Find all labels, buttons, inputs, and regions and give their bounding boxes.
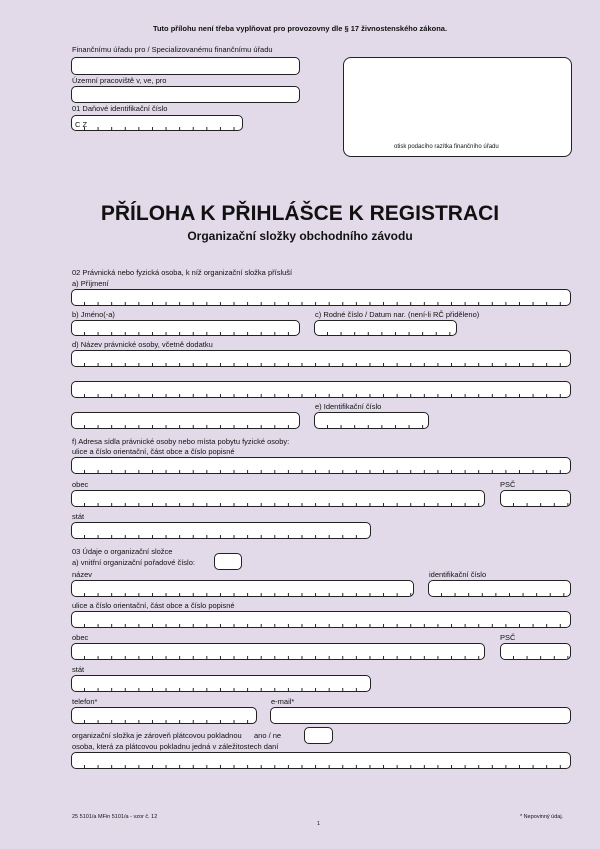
page-number: 1 bbox=[317, 821, 321, 827]
ulice-os-field[interactable] bbox=[71, 611, 571, 628]
section03-heading: 03 Údaje o organizační složce bbox=[72, 547, 173, 556]
prijmeni-label: a) Příjmení bbox=[72, 279, 109, 288]
dic-label: 01 Daňové identifikační číslo bbox=[72, 104, 168, 113]
obec-os-label: obec bbox=[72, 633, 89, 642]
dic-field[interactable] bbox=[71, 115, 243, 131]
obec-field[interactable] bbox=[71, 490, 485, 507]
ic-label: e) Identifikační číslo bbox=[315, 402, 382, 411]
jmeno-label: b) Jméno(-a) bbox=[72, 310, 115, 319]
jmeno-field[interactable] bbox=[71, 320, 300, 336]
stat-field[interactable] bbox=[71, 522, 371, 539]
poradove-label: a) vnitřní organizační pořadové číslo: bbox=[72, 558, 195, 567]
psc-field[interactable] bbox=[500, 490, 571, 507]
adresa-label-2: ulice a číslo orientační, část obce a číslo popisné bbox=[72, 447, 235, 456]
platce-osoba-field[interactable] bbox=[71, 752, 571, 769]
ic-os-field[interactable] bbox=[428, 580, 571, 597]
page-subtitle: Organizační složky obchodního závodu bbox=[187, 229, 413, 243]
stat-os-label: stát bbox=[72, 665, 85, 674]
uzemni-pracoviste-label: Územní pracoviště v, ve, pro bbox=[72, 76, 167, 85]
obec-os-field[interactable] bbox=[71, 643, 485, 660]
ic-os-label: identifikační číslo bbox=[429, 570, 487, 579]
financni-urad-label: Finančnímu úřadu pro / Specializovanému finančnímu úřadu bbox=[72, 45, 273, 54]
nazev-field-3[interactable] bbox=[71, 412, 300, 429]
ano-ne-label: ano / ne bbox=[254, 731, 282, 740]
form-code: 25 5101/a MFin 5101/a - vzor č. 12 bbox=[72, 814, 158, 820]
platce-label-2: osoba, která za plátcovou pokladnu jedná v záležitostech daní bbox=[72, 742, 279, 751]
dic-prefix: C Z bbox=[75, 120, 88, 129]
stat-label: stát bbox=[72, 512, 85, 521]
nazev-os-label: název bbox=[72, 570, 93, 579]
ano-ne-field[interactable] bbox=[304, 727, 333, 744]
adresa-field[interactable] bbox=[71, 457, 571, 474]
section02-heading: 02 Právnická nebo fyzická osoba, k níž organizační složka přísluší bbox=[72, 268, 293, 277]
psc-label: PSČ bbox=[500, 480, 516, 489]
rodne-cislo-label: c) Rodné číslo / Datum nar. (není-li RČ přiděleno) bbox=[315, 310, 480, 319]
stamp-box bbox=[343, 57, 572, 157]
rodne-cislo-field[interactable] bbox=[314, 320, 457, 336]
uzemni-pracoviste-field[interactable] bbox=[71, 86, 300, 103]
financni-urad-field[interactable] bbox=[71, 57, 300, 75]
email-field[interactable] bbox=[270, 707, 571, 724]
telefon-label: telefon* bbox=[72, 697, 98, 706]
nazev-field-2[interactable] bbox=[71, 381, 571, 398]
nazev-os-field[interactable] bbox=[71, 580, 414, 597]
header-notice: Tuto přílohu není třeba vyplňovat pro provozovny dle § 17 živnostenského zákona. bbox=[152, 24, 448, 33]
adresa-label-1: f) Adresa sídla právnické osoby nebo místa pobytu fyzické osoby: bbox=[72, 437, 290, 446]
stamp-label: otisk podacího razítka finančního úřadu bbox=[394, 144, 499, 150]
stat-os-field[interactable] bbox=[71, 675, 371, 692]
nazev-label: d) Název právnické osoby, včetně dodatku bbox=[72, 340, 213, 349]
obec-label: obec bbox=[72, 480, 89, 489]
footnote: * Nepovinný údaj. bbox=[520, 814, 564, 820]
nazev-field-1[interactable] bbox=[71, 350, 571, 367]
prijmeni-field[interactable] bbox=[71, 289, 571, 306]
ic-field[interactable] bbox=[314, 412, 429, 429]
platce-label-1: organizační složka je zároveň plátcovou pokladnou bbox=[72, 731, 242, 740]
ulice-os-label: ulice a číslo orientační, část obce a číslo popisné bbox=[72, 601, 235, 610]
page-title: PŘÍLOHA K PŘIHLÁŠCE K REGISTRACI bbox=[100, 202, 500, 225]
psc-os-label: PSČ bbox=[500, 633, 516, 642]
poradove-field[interactable] bbox=[214, 553, 242, 570]
psc-os-field[interactable] bbox=[500, 643, 571, 660]
email-label: e-mail* bbox=[271, 697, 295, 706]
telefon-field[interactable] bbox=[71, 707, 257, 724]
